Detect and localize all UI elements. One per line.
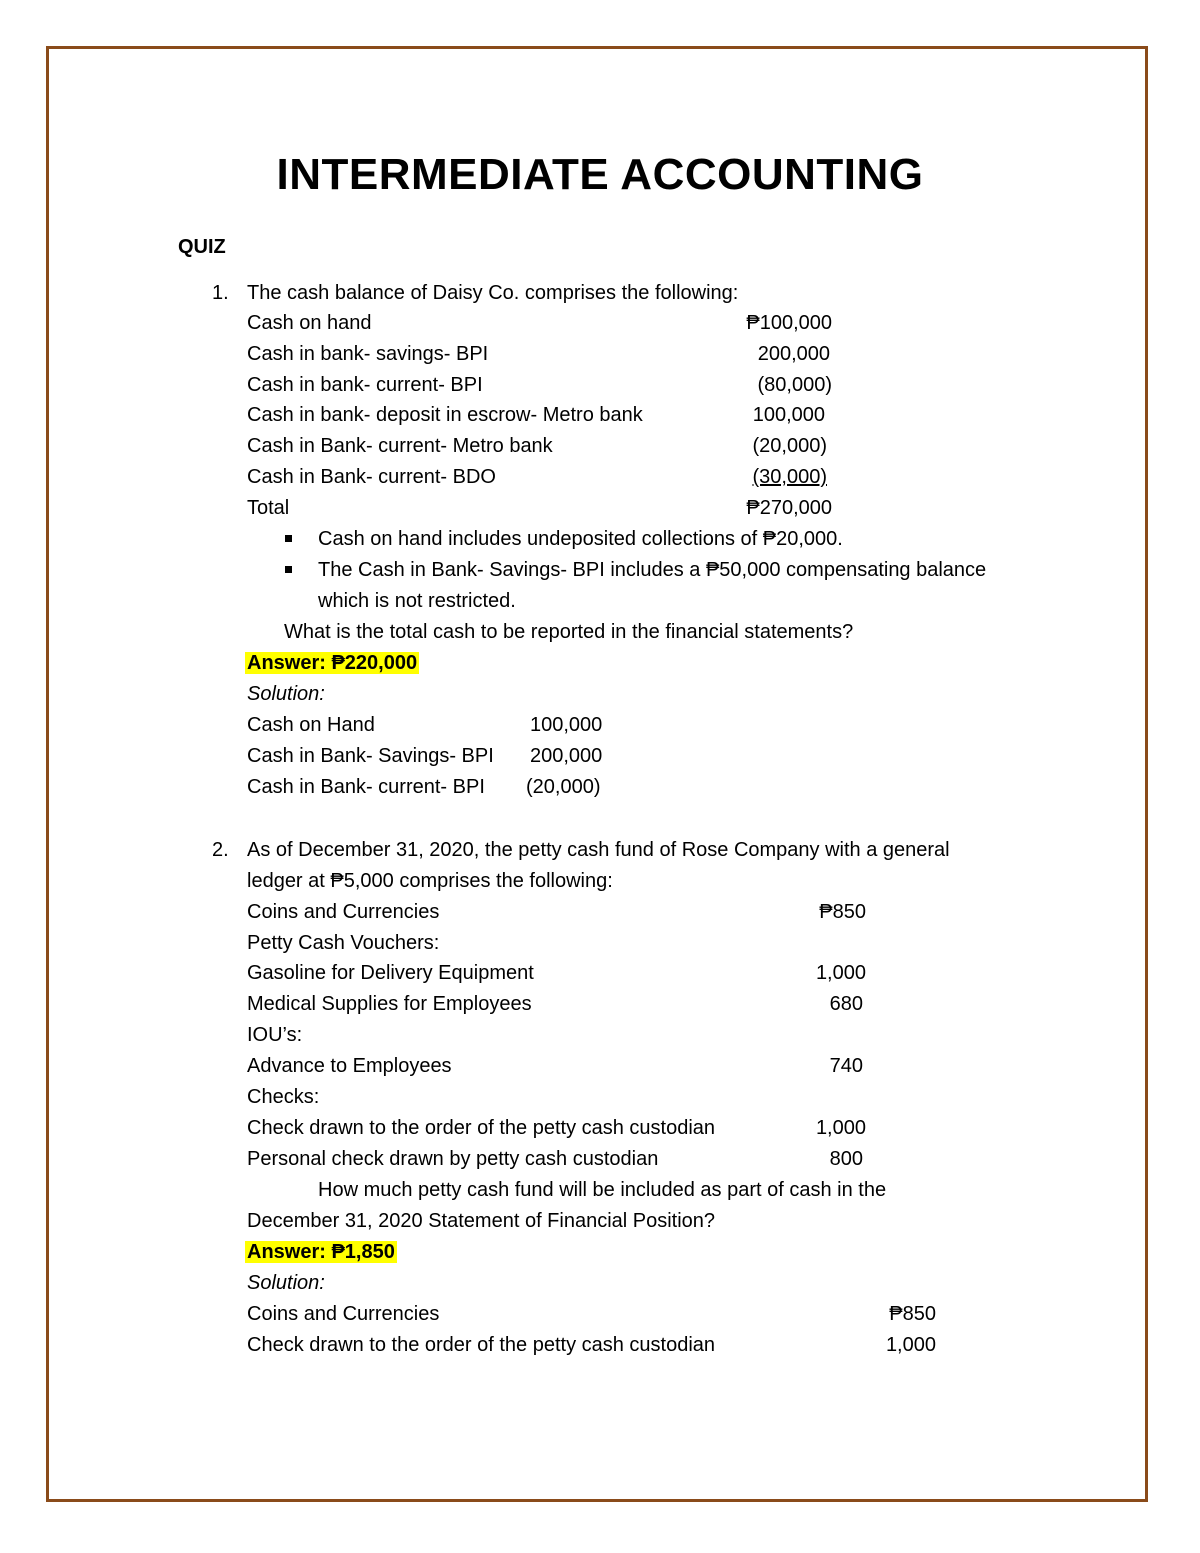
bullet-icon bbox=[285, 535, 292, 542]
q2-item-value: 680 bbox=[829, 993, 863, 1015]
q2-answer: Answer: ₱1,850 bbox=[247, 1241, 395, 1263]
q2-intro: As of December 31, 2020, the petty cash fund of Rose Company with a general bbox=[247, 839, 950, 861]
q2-intro-continued: ledger at ₱5,000 comprises the following: bbox=[247, 870, 613, 892]
q2-solution-value: 1,000 bbox=[885, 1334, 936, 1356]
q2-item-value: ₱850 bbox=[819, 901, 866, 923]
q1-item-value: 200,000 bbox=[757, 343, 830, 365]
q1-number: 1. bbox=[212, 282, 229, 304]
q1-item-value: (30,000) bbox=[752, 466, 827, 488]
q1-solution-label-row: Cash in Bank- Savings- BPI bbox=[247, 745, 494, 767]
q2-subheading: Checks: bbox=[247, 1086, 320, 1108]
q1-question: What is the total cash to be reported in the financial statements? bbox=[284, 621, 854, 643]
q2-item-value: 740 bbox=[829, 1055, 863, 1077]
page-border bbox=[46, 46, 1148, 1502]
q2-item-value: 1,000 bbox=[815, 1117, 866, 1139]
q2-item-label: Coins and Currencies bbox=[247, 901, 440, 923]
bullet-icon bbox=[285, 566, 292, 573]
q1-solution-value: 100,000 bbox=[530, 714, 603, 736]
q1-solution-label-row: Cash on Hand bbox=[247, 714, 375, 736]
q2-question: How much petty cash fund will be included as part of cash in the bbox=[318, 1179, 887, 1201]
q2-solution-label-row: Coins and Currencies bbox=[247, 1303, 440, 1325]
q1-item-value: (80,000) bbox=[757, 374, 832, 396]
q1-solution-value: 200,000 bbox=[530, 745, 603, 767]
q1-item-value: ₱100,000 bbox=[746, 312, 832, 334]
q2-solution-label-row: Check drawn to the order of the petty cash custodian bbox=[247, 1334, 716, 1356]
q1-solution-label: Solution: bbox=[247, 683, 325, 705]
q2-question-continued: December 31, 2020 Statement of Financial Position? bbox=[247, 1210, 716, 1232]
q2-subheading: Petty Cash Vouchers: bbox=[247, 932, 440, 954]
q1-intro: The cash balance of Daisy Co. comprises the following: bbox=[247, 282, 739, 304]
q2-number: 2. bbox=[212, 839, 229, 861]
q2-subheading: IOU’s: bbox=[247, 1024, 303, 1046]
q1-total-value: ₱270,000 bbox=[746, 497, 832, 519]
q1-solution-label-row: Cash in Bank- current- BPI bbox=[247, 776, 485, 798]
q2-item-label: Personal check drawn by petty cash custodian bbox=[247, 1148, 659, 1170]
q1-note: Cash on hand includes undeposited collections of ₱20,000. bbox=[318, 528, 843, 550]
q1-item-label: Cash on hand bbox=[247, 312, 372, 334]
q2-solution-label: Solution: bbox=[247, 1272, 325, 1294]
quiz-heading: QUIZ bbox=[178, 236, 226, 258]
q2-solution-value: ₱850 bbox=[889, 1303, 936, 1325]
q1-item-label: Cash in bank- current- BPI bbox=[247, 374, 483, 396]
q1-total-label: Total bbox=[247, 497, 290, 519]
q1-answer: Answer: ₱220,000 bbox=[247, 652, 418, 674]
q2-item-label: Gasoline for Delivery Equipment bbox=[247, 962, 534, 984]
q1-item-label: Cash in bank- savings- BPI bbox=[247, 343, 489, 365]
q1-item-label: Cash in Bank- current- Metro bank bbox=[247, 435, 553, 457]
q1-solution-value: (20,000) bbox=[526, 776, 601, 798]
q2-item-label: Check drawn to the order of the petty cash custodian bbox=[247, 1117, 716, 1139]
q1-item-value: 100,000 bbox=[752, 404, 825, 426]
q1-item-label: Cash in bank- deposit in escrow- Metro bank bbox=[247, 404, 643, 426]
q2-item-label: Advance to Employees bbox=[247, 1055, 452, 1077]
q2-item-label: Medical Supplies for Employees bbox=[247, 993, 532, 1015]
q1-note: The Cash in Bank- Savings- BPI includes a ₱50,000 compensating balance bbox=[318, 559, 987, 581]
q1-item-value: (20,000) bbox=[752, 435, 827, 457]
q2-item-value: 1,000 bbox=[815, 962, 866, 984]
q2-item-value: 800 bbox=[829, 1148, 863, 1170]
q1-note-continued: which is not restricted. bbox=[318, 590, 516, 612]
q1-item-label: Cash in Bank- current- BDO bbox=[247, 466, 496, 488]
document-title: INTERMEDIATE ACCOUNTING bbox=[276, 150, 924, 199]
